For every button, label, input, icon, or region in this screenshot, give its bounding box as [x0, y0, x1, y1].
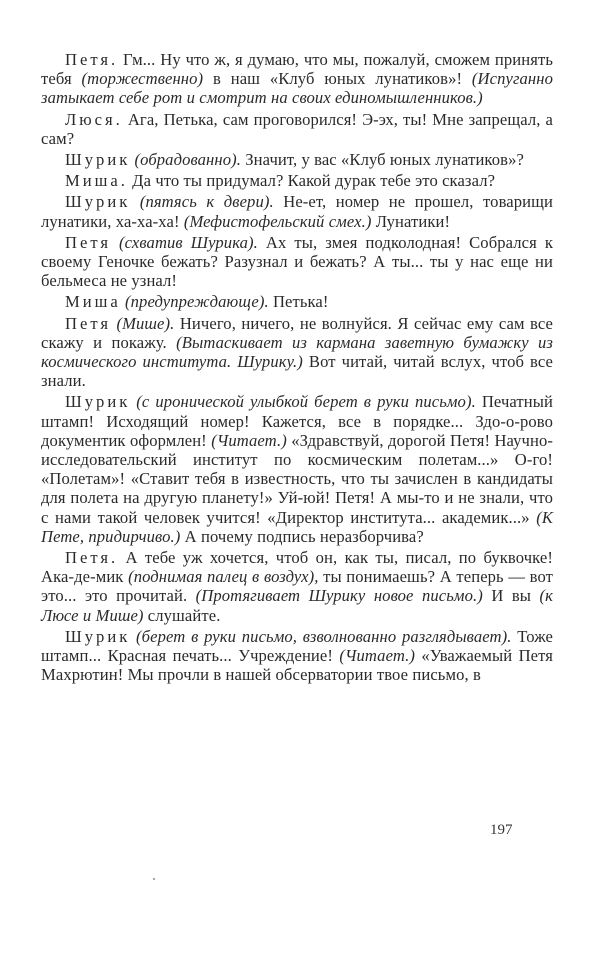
dialogue-text: А почему подпись неразборчива? — [180, 526, 424, 546]
stage-direction: (к Люсе и Мише) — [41, 586, 554, 625]
stage-direction: (предупреждающе). — [125, 292, 269, 312]
stage-direction: (обрадованно). — [134, 150, 241, 170]
dialogue-paragraph — [41, 171, 553, 190]
stage-direction: (торжественно) — [81, 69, 204, 89]
stage-direction: (Читает.) — [211, 430, 287, 450]
dialogue-text — [130, 192, 140, 211]
stage-direction: (пятясь к двери). — [139, 192, 274, 212]
dialogue-text: в наш «Клуб юных лунатиков»! — [203, 69, 472, 89]
dialogue-text: Вот читай, читай вслух, чтоб все знали. — [41, 352, 553, 391]
dialogue-paragraph — [41, 110, 553, 148]
stage-direction: (берет в руки письмо, взволнованно разглядывает). — [136, 626, 512, 646]
dialogue-text: Гм... Ну что ж, я думаю, что мы, пожалуй, сможем принять тебя — [41, 50, 553, 89]
dialogue-text: ты понимаешь? А теперь — вот это... это прочитай. — [41, 567, 554, 606]
page-number: 197 — [490, 822, 513, 838]
speaker-name: Шурик — [65, 626, 131, 646]
paper-speck — [153, 878, 155, 880]
stage-direction: (поднимая палец в воздух), — [128, 567, 319, 587]
stage-direction: (Мефистофельский смех.) — [183, 211, 372, 231]
dialogue-text: Значит, у вас «Клуб юных лунатиков»? — [241, 150, 524, 170]
dialogue-text: А тебе уж хочется, чтоб он, как ты, писал, по буквочке! Ака-де-мик — [41, 548, 553, 587]
dialogue-text: Тоже штамп... Красная печать... Учреждение! — [41, 626, 554, 666]
dialogue-text: И вы — [482, 586, 540, 606]
speaker-name: Петя. — [65, 50, 119, 69]
dialogue-text: Ага, Петька, сам проговорился! Э-эх, ты! Мне запрещал, а сам? — [41, 109, 553, 148]
stage-direction: (Протягивает Шурику новое письмо.) — [195, 586, 483, 606]
stage-direction: (Испуганно затыкает себе рот и смотрит на своих единомышленников.) — [41, 69, 553, 108]
dialogue-text: Ничего, ничего, не волнуйся. Я сейчас ему сам все скажу и покажу. — [41, 313, 553, 352]
dialogue-paragraph — [41, 392, 553, 546]
dialogue-text: Петька! — [268, 292, 329, 312]
speaker-name: Миша. — [65, 171, 128, 191]
speaker-name: Шурик — [65, 150, 131, 170]
play-text — [41, 50, 553, 685]
dialogue-paragraph — [41, 627, 553, 685]
speaker-name: Миша — [65, 292, 121, 312]
speaker-name: Шурик — [65, 392, 131, 412]
dialogue-text: слушайте. — [143, 605, 221, 625]
dialogue-text: «Здравствуй, дорогой Петя! Научно-исследовательский институт по космическим полетам...» О-го! «Полетам»! «Ставит тебя в известность, что ты зачислен в кандидаты для полета на другую планету!» Уй-юй! Петя! А мы-то и не знали, что с нами такой человек учится! «Директор института... академик...» — [41, 430, 553, 527]
stage-direction: (Вытаскивает из кармана заветную бумажку из космического института. Шурику.) — [41, 332, 553, 372]
dialogue-paragraph — [41, 548, 553, 625]
dialogue-paragraph — [41, 314, 553, 391]
dialogue-text — [111, 233, 119, 252]
dialogue-text: Лунатики! — [371, 211, 451, 231]
speaker-name: Петя — [65, 313, 112, 333]
dialogue-text: Печатный штамп! Исходящий номер! Кажется, все в порядке... Здо-о-рово документик оформлен! — [41, 392, 553, 450]
dialogue-text: Ах ты, змея подколодная! Собрался к своему Геночке бежать? Разузнал и бежать? А ты... ты у нас еще ни бельмеса не узнал! — [41, 232, 553, 291]
dialogue-paragraph — [41, 50, 553, 108]
dialogue-paragraph — [41, 150, 553, 169]
dialogue-paragraph — [41, 233, 553, 291]
stage-direction: (Мише). — [116, 313, 175, 333]
speaker-name: Петя. — [65, 548, 119, 568]
speaker-name: Шурик — [65, 192, 131, 212]
dialogue-paragraph — [41, 292, 553, 311]
stage-direction: (К Пете, придирчиво.) — [41, 507, 553, 546]
speaker-name: Люся. — [65, 109, 123, 129]
dialogue-paragraph — [41, 192, 553, 230]
dialogue-text: Да что ты придумал? Какой дурак тебе это сказал? — [127, 171, 496, 191]
dialogue-text: «Уважаемый Петя Махрютин! Мы прочли в нашей обсерватории твое письмо, в — [41, 646, 553, 685]
stage-direction: (схватив Шурика). — [119, 232, 258, 252]
stage-direction: (Читает.) — [339, 646, 415, 666]
stage-direction: (с иронической улыбкой берет в руки письмо). — [136, 392, 476, 412]
dialogue-text: Не-ет, номер не прошел, товарищи лунатики, ха-ха-ха! — [41, 192, 553, 231]
speaker-name: Петя — [65, 232, 112, 252]
